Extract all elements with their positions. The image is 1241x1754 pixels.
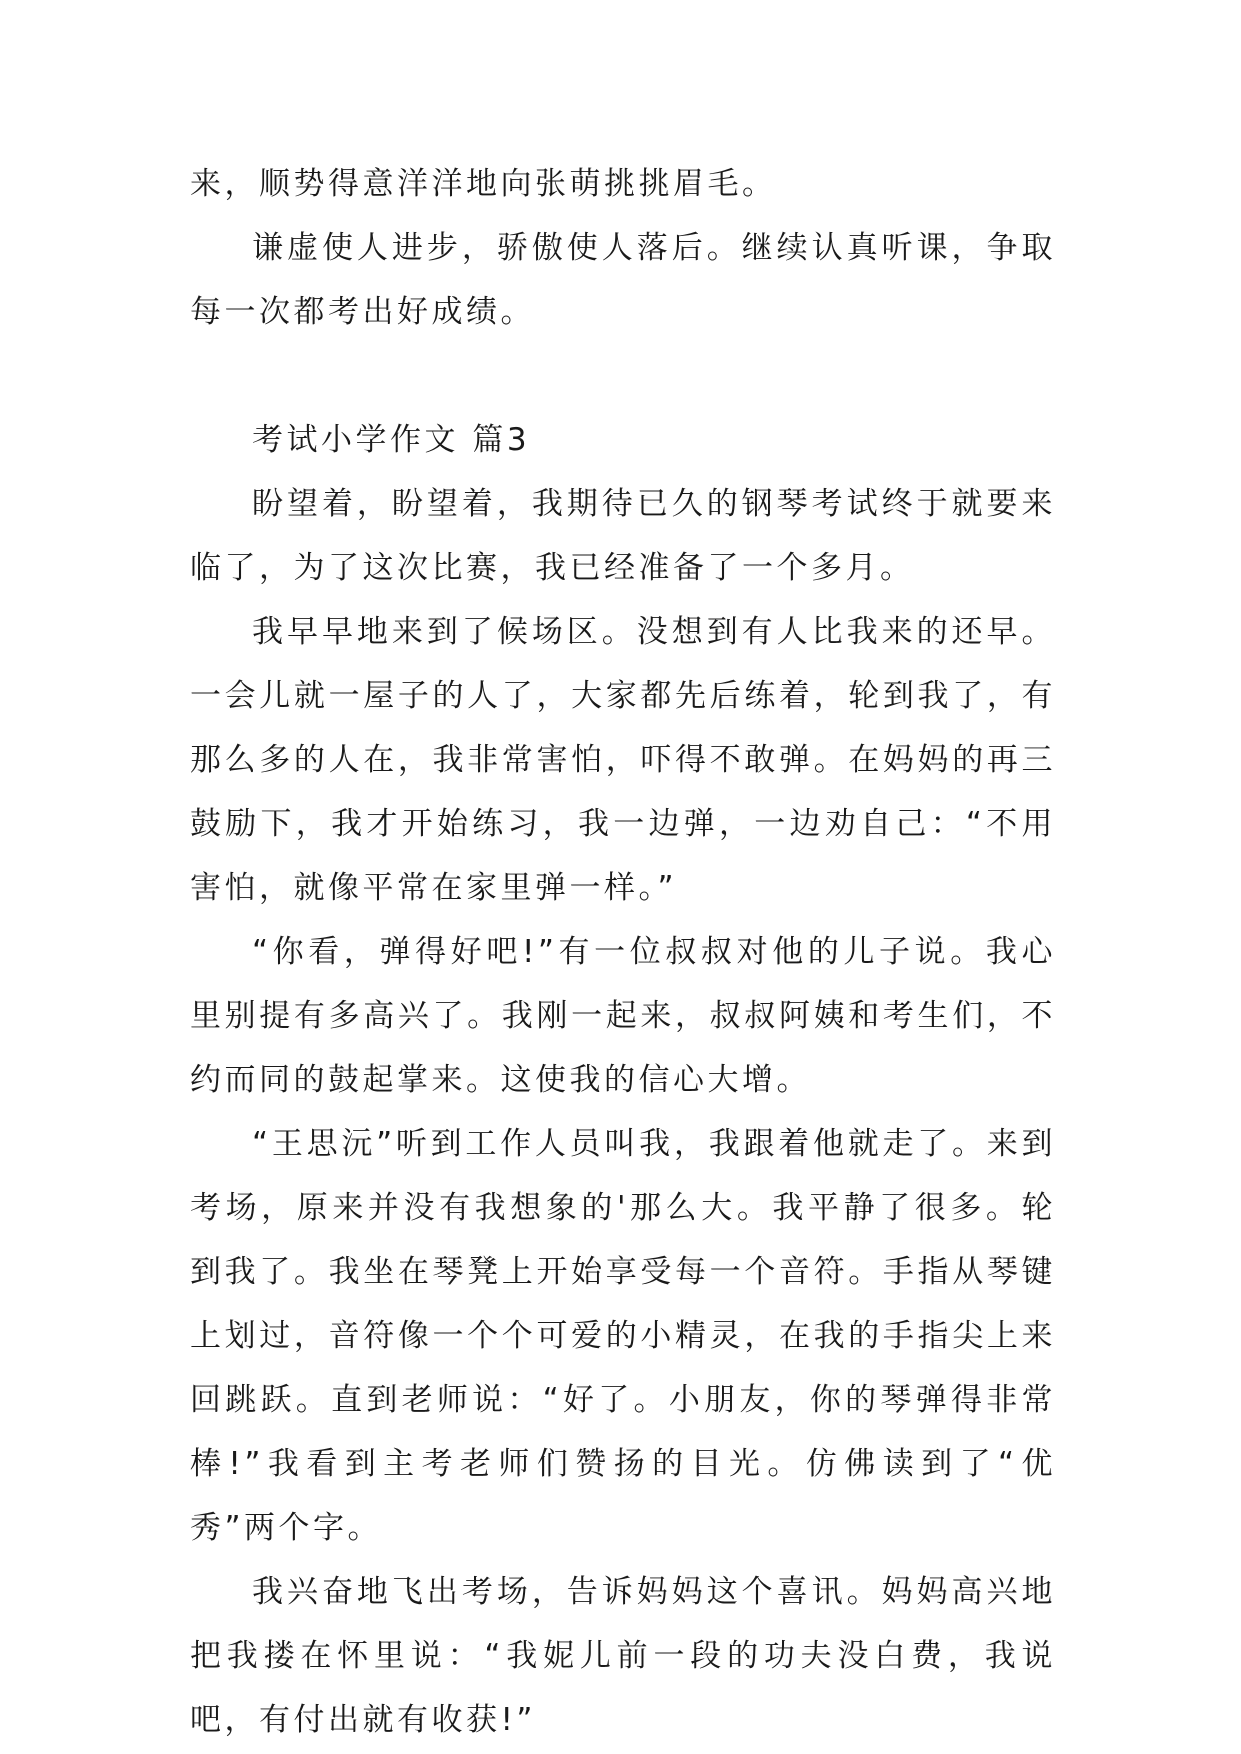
paragraph: 盼望着，盼望着，我期待已久的钢琴考试终于就要来临了，为了这次比赛，我已经准备了一个多月。 bbox=[190, 486, 1056, 586]
paragraph-closing: 谦虚使人进步，骄傲使人落后。继续认真听课，争取每一次都考出好成绩。 bbox=[190, 230, 1056, 330]
section-title: 考试小学作文 篇3 bbox=[252, 422, 531, 458]
paragraph: 我早早地来到了候场区。没想到有人比我来的还早。一会儿就一屋子的人了，大家都先后练着，轮到我了，有那么多的人在，我非常害怕，吓得不敢弹。在妈妈的再三鼓励下，我才开始练习，我一边弹，一边劝自己：“不用害怕，就像平常在家里弹一样。” bbox=[190, 614, 1056, 906]
paragraph: 我兴奋地飞出考场，告诉妈妈这个喜讯。妈妈高兴地把我搂在怀里说：“我妮儿前一段的功夫没白费，我说吧，有付出就有收获!” bbox=[190, 1574, 1056, 1738]
paragraph: “王思沅”听到工作人员叫我，我跟着他就走了。来到考场，原来并没有我想象的'那么大。我平静了很多。轮到我了。我坐在琴凳上开始享受每一个音符。手指从琴键上划过，音符像一个个可爱的小精灵，在我的手指尖上来回跳跃。直到老师说：“好了。小朋友，你的琴弹得非常棒!”我看到主考老师们赞扬的目光。仿佛读到了“优秀”两个字。 bbox=[190, 1126, 1056, 1546]
paragraph-continued: 来，顺势得意洋洋地向张萌挑挑眉毛。 bbox=[190, 166, 777, 202]
paragraph: “你看，弹得好吧!”有一位叔叔对他的儿子说。我心里别提有多高兴了。我刚一起来，叔叔阿姨和考生们，不约而同的鼓起掌来。这使我的信心大增。 bbox=[190, 934, 1056, 1098]
document-page bbox=[190, 152, 1056, 1752]
